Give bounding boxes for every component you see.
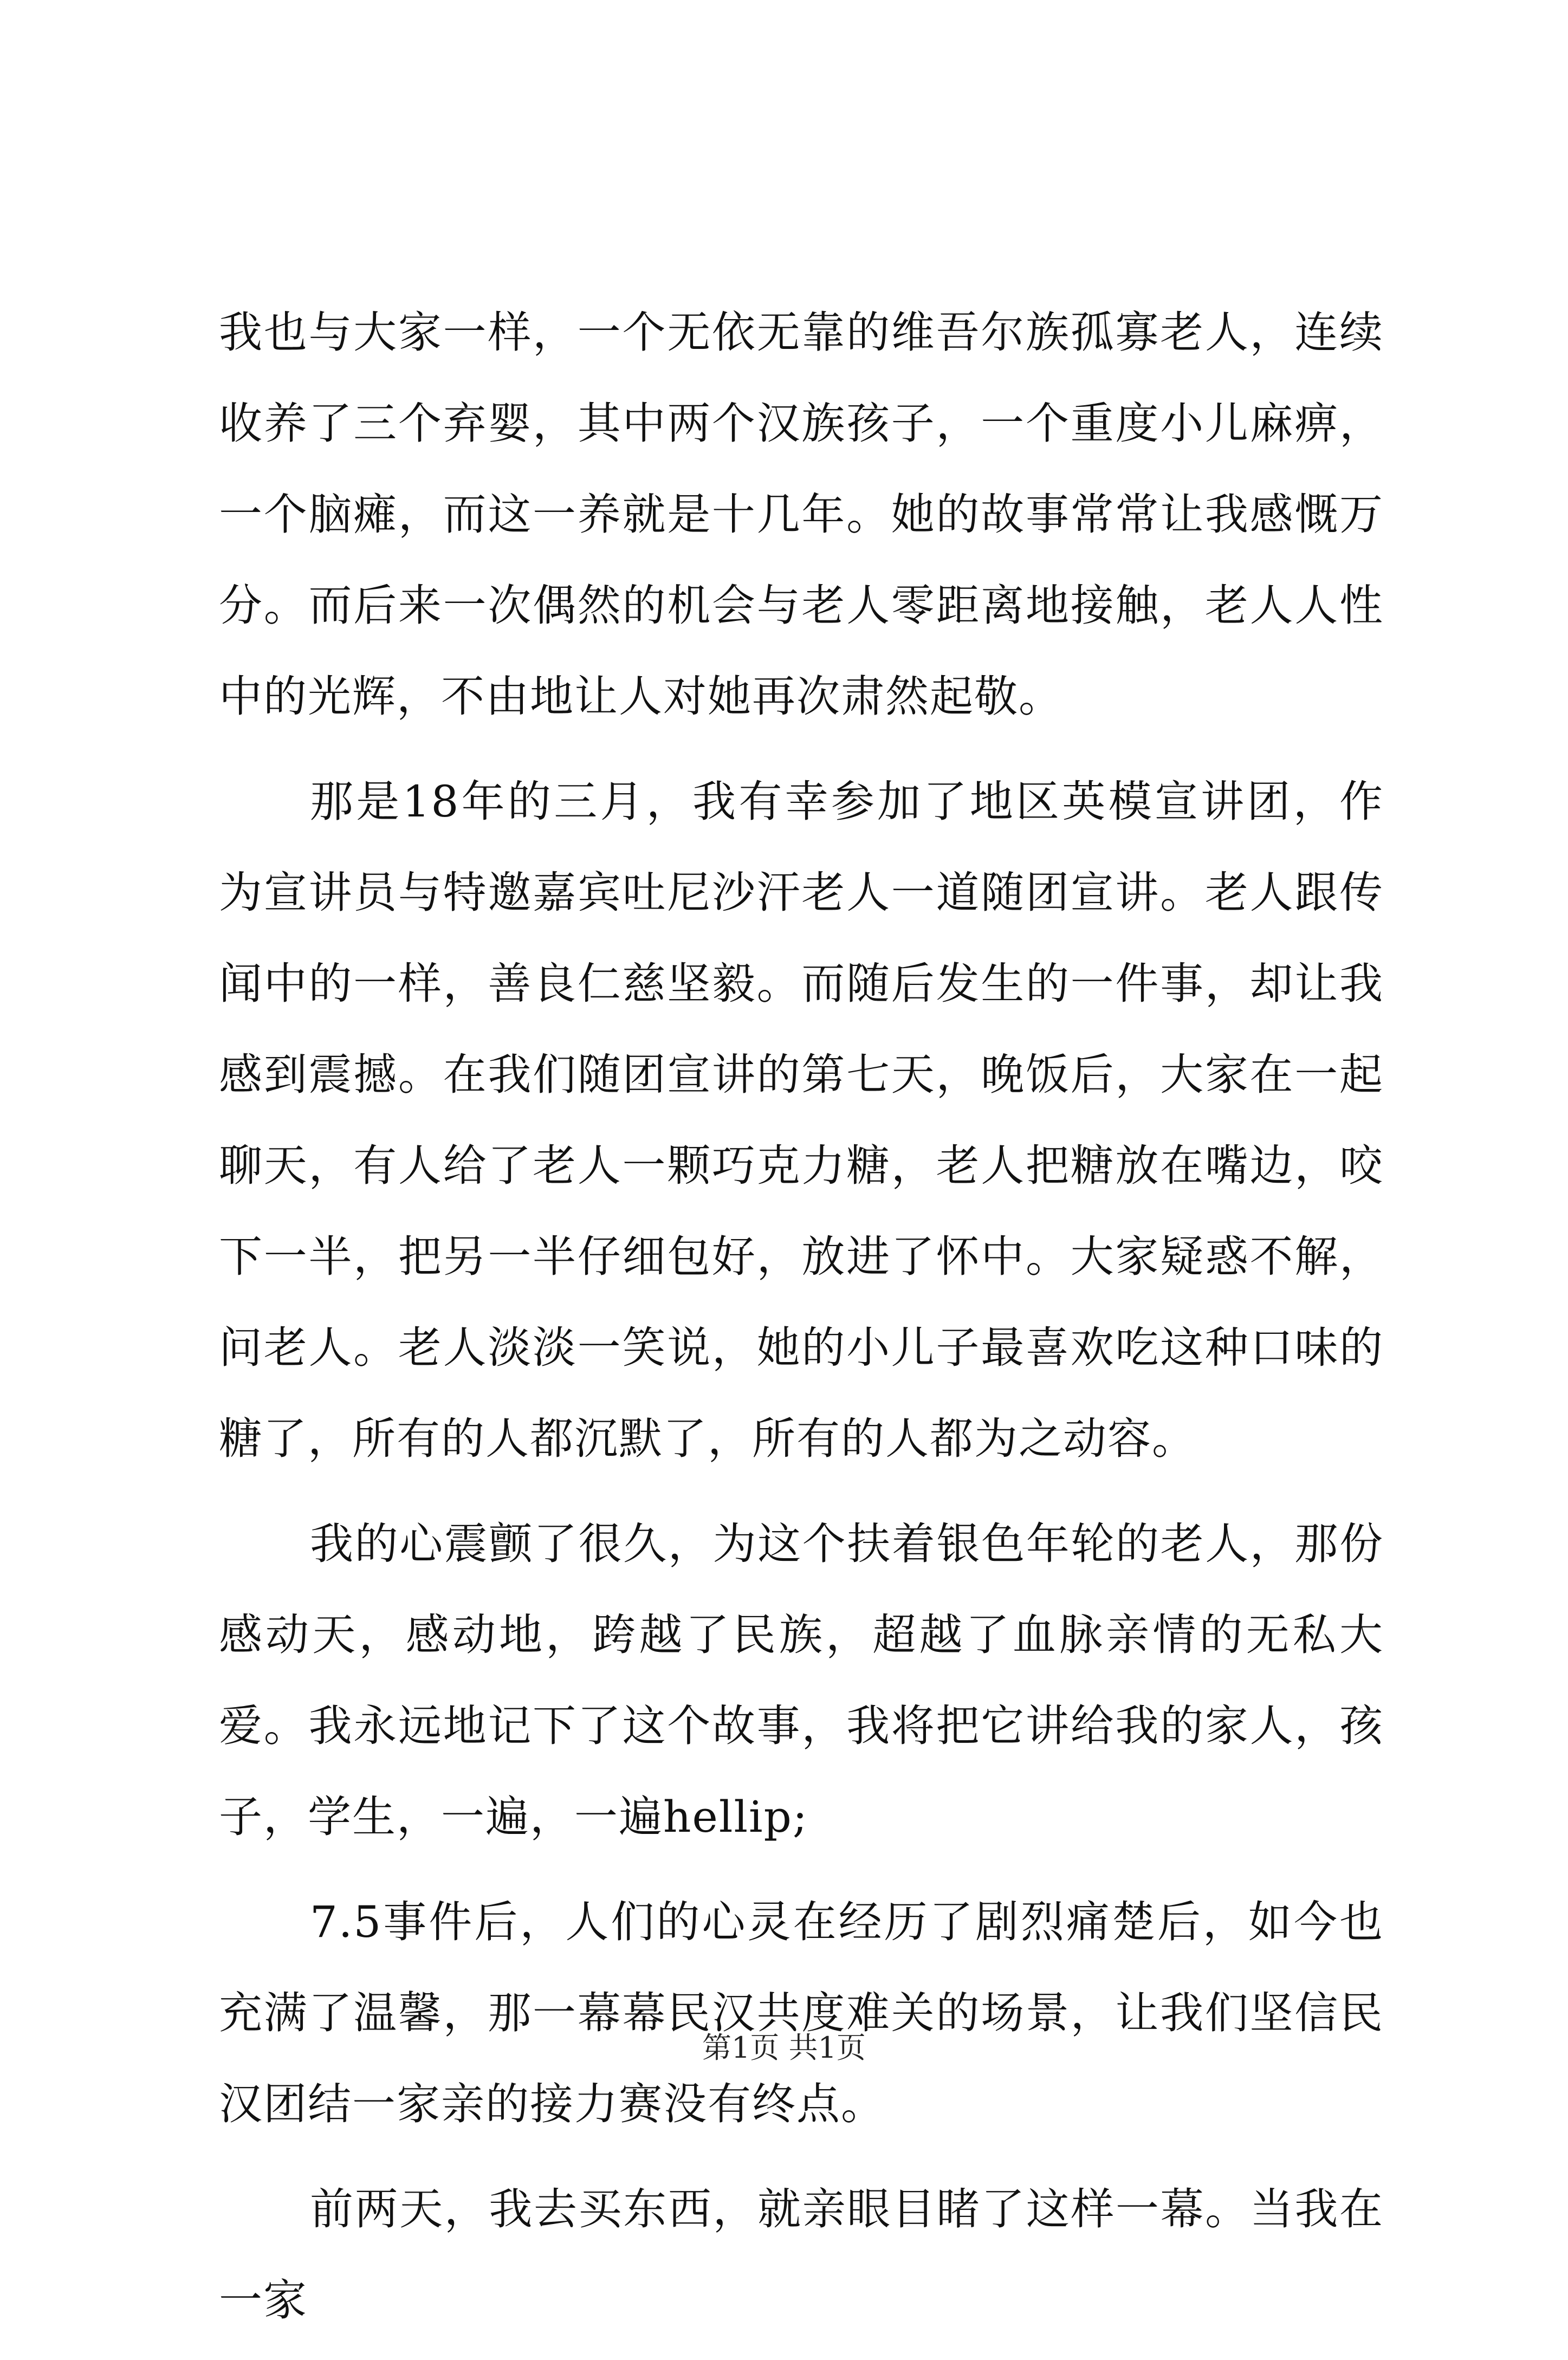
- paragraph-4: 7.5事件后，人们的心灵在经历了剧烈痛楚后，如今也充满了温馨，那一幕幕民汉共度难关的场景，让我们坚信民汉团结一家亲的接力赛没有终点。: [219, 1897, 1384, 2129]
- page-footer: 第1页 共1页: [702, 2031, 866, 2065]
- paragraph-1: 我也与大家一样，一个无依无靠的维吾尔族孤寡老人，连续收养了三个弃婴，其中两个汉族孩子，一个重度小儿麻痹，一个脑瘫，而这一养就是十几年。她的故事常常让我感慨万分。而后来一次偶然的机会与老人零距离地接触，老人人性中的光辉，不由地让人对她再次肃然起敬。: [219, 307, 1384, 722]
- paragraph-2: 那是18年的三月，我有幸参加了地区英模宣讲团，作为宣讲员与特邀嘉宾吐尼沙汗老人一道随团宣讲。老人跟传闻中的一样，善良仁慈坚毅。而随后发生的一件事，却让我感到震撼。在我们随团宣讲的第七天，晚饭后，大家在一起聊天，有人给了老人一颗巧克力糖，老人把糖放在嘴边，咬下一半，把另一半仔细包好，放进了怀中。大家疑惑不解，问老人。老人淡淡一笑说，她的小儿子最喜欢吃这种口味的糖了，所有的人都沉默了，所有的人都为之动容。: [219, 776, 1384, 1464]
- paragraph-3: 我的心震颤了很久，为这个扶着银色年轮的老人，那份感动天，感动地，跨越了民族，超越了血脉亲情的无私大爱。我永远地记下了这个故事，我将把它讲给我的家人，孩子，学生，一遍，一遍hellip;: [219, 1519, 1384, 1842]
- paragraph-5: 前两天，我去买东西，就亲眼目睹了这样一幕。当我在一家: [219, 2184, 1384, 2325]
